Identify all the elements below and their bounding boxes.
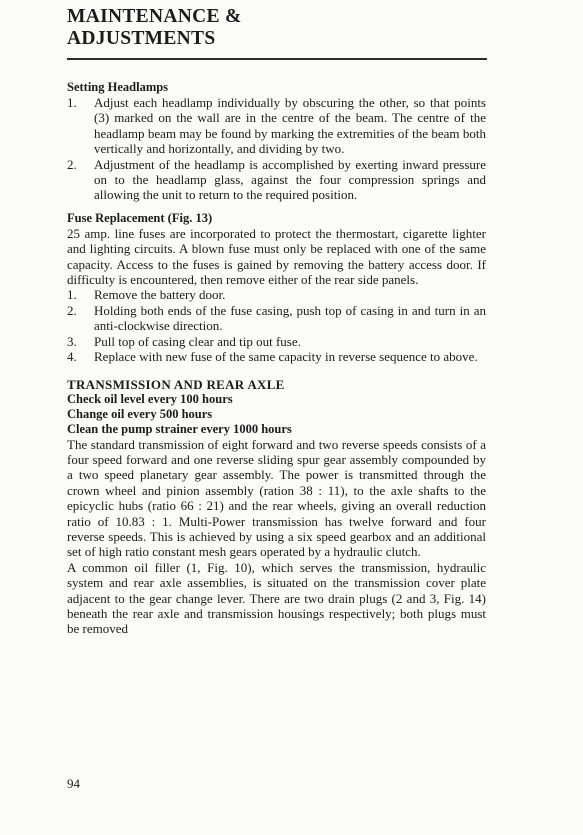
- page-body: [67, 80, 486, 637]
- transmission-heading: TRANSMISSION AND REAR AXLE: [67, 376, 285, 392]
- list-item-number: 2.: [67, 302, 77, 318]
- list-item: [67, 287, 486, 302]
- page-number: 94: [67, 776, 80, 791]
- list-item-number: 2.: [67, 156, 77, 172]
- list-item-number: 3.: [67, 333, 77, 349]
- list-item-text: Adjust each headlamp individually by obscuring the other, so that points (3) marked on the wall are in the centre of the beam. The centre of the headlamp beam may be found by marking the extremities of the beam both vertically and horizontally, and dividing by two.: [94, 95, 486, 157]
- list-item: [67, 95, 486, 157]
- headlamps-section: [67, 80, 486, 203]
- headlamps-heading: Setting Headlamps: [67, 80, 169, 94]
- fuse-heading: Fuse Replacement (Fig. 13): [67, 210, 213, 225]
- page-title-line-1: MAINTENANCE &: [67, 6, 242, 27]
- transmission-paragraph-1: The standard transmission of eight forward and two reverse speeds consists of a four speed forward and one reverse sliding spur gear assembly compounded by a two speed planetary gear assembly. The power is transmitted through the crown wheel and pinion assembly (ration 38 : 11), to the axle shafts to the epicyclic hubs (ratio 66 : 21) and the rear wheels, giving an overall reduction ratio of 10.83 : 1. Multi-Power transmission has twelve forward and four reverse speeds. This is achieved by using a six speed gearbox and an additional set of high ratio constant mesh gears operated by a hydraulic clutch.: [67, 436, 486, 560]
- list-item-text: Pull top of casing clear and tip out fuse.: [94, 333, 301, 349]
- interval-clean-strainer: Clean the pump strainer every 1000 hours: [67, 421, 292, 436]
- list-item-number: 1.: [67, 95, 77, 110]
- interval-check-oil: Check oil level every 100 hours: [67, 391, 233, 406]
- title-rule: [67, 58, 487, 60]
- transmission-paragraph-2: A common oil filler (1, Fig. 10), which serves the transmission, hydraulic system and rear axle assemblies, is situated on the transmission cover plate adjacent to the gear change lever. There are two drain plugs (2 and 3, Fig. 14) beneath the rear axle and transmission housings respectively; both plugs must be removed: [67, 559, 486, 637]
- list-item-text: Remove the battery door.: [94, 287, 226, 303]
- list-item-text: Adjustment of the headlamp is accomplished by exerting inward pressure on to the headlamp glass, against the four compression springs and allowing the unit to return to the required position.: [94, 156, 486, 203]
- list-item-text: Replace with new fuse of the same capacity in reverse sequence to above.: [94, 349, 478, 365]
- list-item-number: 4.: [67, 349, 77, 365]
- transmission-section: [67, 377, 486, 637]
- fuse-section: [67, 211, 486, 365]
- list-item: [67, 334, 486, 349]
- page-title: [67, 6, 487, 50]
- list-item: [67, 303, 486, 334]
- page-title-line-2: ADJUSTMENTS: [67, 28, 216, 49]
- list-item-text: Holding both ends of the fuse casing, push top of casing in and turn in an anti-clockwise direction.: [94, 302, 486, 334]
- interval-change-oil: Change oil every 500 hours: [67, 406, 213, 421]
- list-item: [67, 157, 486, 203]
- spacer: [67, 203, 486, 211]
- fuse-intro: 25 amp. line fuses are incorporated to protect the thermostart, cigarette lighter and lighting circuits. A blown fuse must only be replaced with one of the same capacity. Access to the fuses is gained by removing the battery access door. If difficulty is encountered, then remove either of the rear side panels.: [67, 225, 486, 288]
- spacer: [67, 365, 486, 377]
- list-item-number: 1.: [67, 287, 77, 303]
- list-item: [67, 349, 486, 364]
